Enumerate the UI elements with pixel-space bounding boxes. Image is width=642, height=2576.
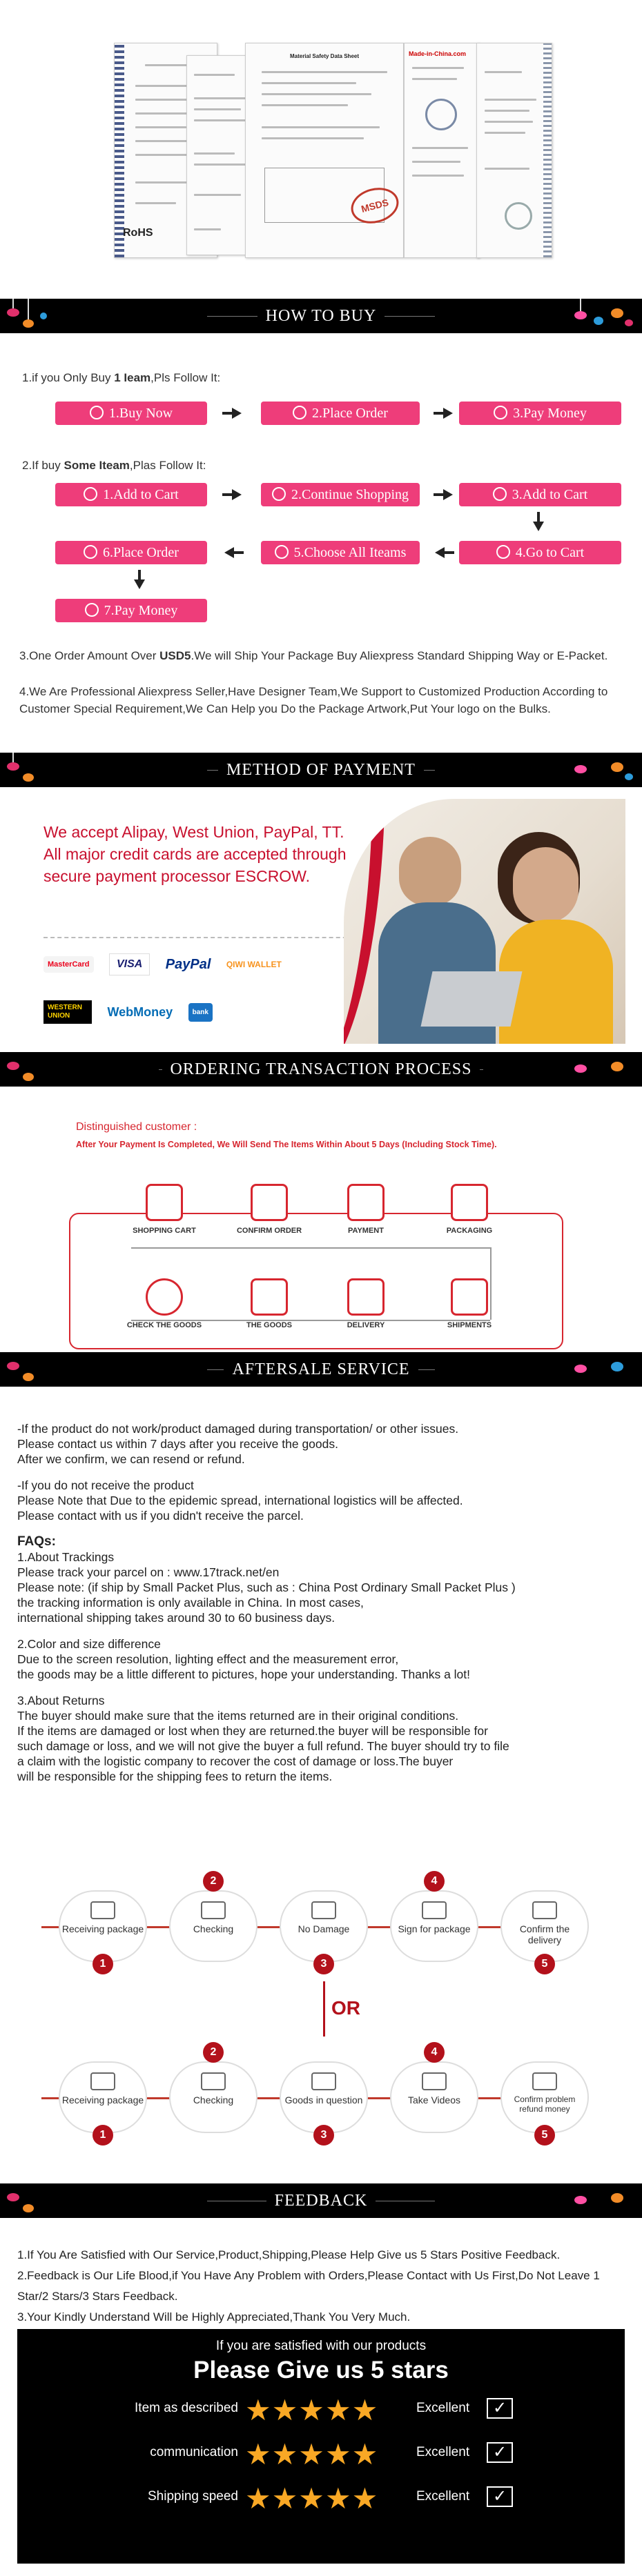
pay-money-step-2[interactable]: 7.Pay Money [55, 599, 207, 622]
open-box-icon [201, 1901, 226, 1919]
section-title: HOW TO BUY [257, 307, 385, 325]
flow2-refund: Confirm problem refund money [500, 2061, 589, 2133]
step-number: 5 [534, 1954, 555, 1974]
process-line-1 [131, 1247, 490, 1249]
rating-row [17, 2438, 625, 2471]
stars-box-line-1: If you are satisfied with our products [215, 2339, 427, 2353]
step-number: 2 [203, 1871, 224, 1892]
arrow-down-icon [533, 522, 544, 531]
step-check-goods: CHECK THE GOODS [123, 1278, 206, 1329]
section-title: ORDERING TRANSACTION PROCESS [162, 1060, 480, 1078]
go-to-cart-step[interactable]: 4.Go to Cart [459, 541, 621, 564]
cart-icon [84, 487, 97, 501]
rating-result: Excellent [416, 2401, 470, 2415]
msds-stamp: MSDS [347, 183, 403, 228]
checkmark-icon [146, 1278, 183, 1316]
step-number: 3 [313, 2125, 334, 2146]
buy-now-step[interactable]: 1.Buy Now [55, 402, 207, 425]
made-in-china-label: Made-in-China.com [409, 50, 467, 57]
bank-transfer-logo: bank [188, 1003, 213, 1022]
arrow-left-icon [224, 547, 234, 558]
flow1-checking: Checking [169, 1890, 257, 1962]
checkbox-icon: ✓ [487, 2442, 513, 2463]
checkbox-icon: ✓ [487, 2486, 513, 2507]
step-number: 1 [93, 1954, 113, 1974]
package-icon [90, 1901, 115, 1919]
flow1-receiving: Receiving package [59, 1890, 147, 1962]
rating-label: Item as described [135, 2401, 238, 2415]
place-order-step[interactable]: 2.Place Order [261, 402, 420, 425]
certificates-strip [0, 0, 642, 297]
checkbox-icon: ✓ [487, 2398, 513, 2419]
made-in-china-certificate [404, 43, 480, 258]
camera-icon [422, 2072, 447, 2090]
divider [43, 937, 361, 938]
person-head [513, 847, 578, 923]
truck-icon [347, 1278, 385, 1316]
arrow-right-icon [443, 489, 453, 500]
star-rating-icon: ★★★★★ [245, 2394, 379, 2426]
arrow-right-icon [232, 408, 242, 419]
cart-icon [496, 545, 510, 559]
step-number: 4 [424, 1871, 445, 1892]
cart-icon [493, 487, 507, 501]
step-shopping-cart: SHOPPING CART [123, 1184, 206, 1235]
arrow-right-icon [232, 489, 242, 500]
step-delivery: DELIVERY [324, 1278, 407, 1329]
flow2-checking: Checking [169, 2061, 257, 2133]
five-stars-box [17, 2329, 625, 2564]
person-head [399, 837, 461, 906]
faqs-heading: FAQs: [17, 1534, 56, 1549]
flow1-confirm: Confirm the delivery [500, 1890, 589, 1962]
aftersale-text: -If the product do not work/product damaged during transportation/ or other issues. Please contact us within 7 days after you receive the goods. After we confirm, we can resend or refund. -If you do not receive the product Please Note that Due to the epidemic spread, international logistics will be affected. Please contact with us if you didn't receive the parcel. FAQs: 1.About Trackings Please track your parcel on : www.17track.net/en Please note: (if ship by Small Packet Plus, such as : China Post Ordinary Small Packet Plus ) the tracking information is only available in China. In most cases, international shipping takes around 30 to 60 business days. 2.Color and size difference Due to the screen resolution, lighting effect and the measurement error, the goods may be a little different to pictures, hope your understanding. Thanks a lot! 3.About Returns The buyer should make sure that the items returned are in their original conditions. If the items are damaged or lost when they are returned.the buyer will be responsible for such damage or loss, and we will not give the buyer a full refund. The buyer should try to file a claim with the logistic company to recover the cost of damage or loss.The buyer will be responsible for the shipping fees to return the items. [17, 1421, 625, 1784]
section-bar-payment [0, 753, 642, 787]
flow1-sign: Sign for package [390, 1890, 478, 1962]
section-title: AFTERSALE SERVICE [224, 1360, 418, 1378]
star-rating-icon: ★★★★★ [245, 2482, 379, 2515]
section-title: FEEDBACK [266, 2192, 376, 2210]
step-number: 1 [93, 2125, 113, 2146]
arrow-right-icon [443, 408, 453, 419]
shipping-note: 3.One Order Amount Over USD5.We will Ship Your Package Buy Aliexpress Standard Shipping Way or E-Packet. [19, 649, 608, 662]
add-to-cart-step-2[interactable]: 3.Add to Cart [459, 483, 621, 506]
visa-logo: VISA [109, 953, 150, 975]
laptop [420, 971, 522, 1027]
section-bar-feedback [0, 2183, 642, 2218]
rohs-label: RoHS [123, 227, 153, 239]
open-box-icon [201, 2072, 226, 2090]
stars-box-line-2: Please Give us 5 stars [193, 2357, 449, 2384]
step-the-goods: THE GOODS [228, 1278, 311, 1329]
step-number: 3 [313, 1954, 334, 1974]
handshake-icon [532, 1901, 557, 1919]
cart-icon [90, 406, 104, 419]
rating-row [17, 2394, 625, 2427]
msds-certificate [245, 43, 404, 258]
rating-label: Shipping speed [148, 2489, 238, 2504]
rating-label: communication [150, 2445, 238, 2459]
credit-card-icon [347, 1184, 385, 1221]
seal-icon [425, 99, 457, 130]
location-icon [84, 545, 97, 559]
seller-note: 4.We Are Professional Aliexpress Seller,Have Designer Team,We Support to Customized Production According to Customer Special Requirement,We Can Help you Do the Package Artwork,Put Your logo on the Bulks. [19, 685, 608, 715]
check-icon [275, 545, 289, 559]
card-icon [494, 406, 507, 419]
tag-icon [272, 487, 286, 501]
ce-certificate [476, 43, 552, 258]
step-number: 2 [203, 2042, 224, 2063]
step-payment: PAYMENT [324, 1184, 407, 1235]
continue-shopping-step[interactable]: 2.Continue Shopping [261, 483, 420, 506]
star-rating-icon: ★★★★★ [245, 2438, 379, 2470]
card-icon [85, 603, 99, 617]
add-to-cart-step[interactable]: 1.Add to Cart [55, 483, 207, 506]
box-icon [451, 1184, 488, 1221]
shipment-icon [451, 1278, 488, 1316]
arrow-down-icon [134, 579, 145, 589]
choose-all-items-step[interactable]: 5.Choose All Iteams [261, 541, 420, 564]
section-bar-aftersale [0, 1352, 642, 1387]
pay-money-step[interactable]: 3.Pay Money [459, 402, 621, 425]
or-label: OR [331, 1997, 360, 2019]
flow2-receiving: Receiving package [59, 2061, 147, 2133]
arrow-left-icon [435, 547, 445, 558]
western-union-logo: WESTERN UNION [43, 1000, 92, 1024]
single-item-instruction: 1.if you Only Buy 1 Ieam,Pls Follow It: [22, 371, 221, 384]
multi-item-instruction: 2.If buy Some Iteam,Plas Follow It: [22, 459, 206, 472]
document-search-icon [251, 1184, 288, 1221]
process-subheading: After Your Payment Is Completed, We Will Send The Items Within About 5 Days (Including Stock Time). [76, 1140, 497, 1149]
couple-photo [344, 799, 625, 1044]
box-check-icon [311, 1901, 336, 1919]
package-icon [251, 1278, 288, 1316]
flow2-videos: Take Videos [390, 2061, 478, 2133]
rating-result: Excellent [416, 2489, 470, 2504]
step-number: 5 [534, 2125, 555, 2146]
shopping-cart-icon [146, 1184, 183, 1221]
payment-logos-row-1 [43, 953, 301, 975]
or-connector [323, 1981, 325, 2037]
step-packaging: PACKAGING [428, 1184, 511, 1235]
section-bar-process [0, 1052, 642, 1087]
section-bar-how-to-buy [0, 299, 642, 333]
webmoney-logo: WebMoney [107, 1004, 173, 1019]
paypal-logo: PayPal [165, 956, 211, 972]
payment-logos-row-2 [43, 1000, 225, 1024]
mastercard-logo: MasterCard [43, 956, 94, 973]
feedback-text: 1.If You Are Satisfied with Our Service,Product,Shipping,Please Help Give us 5 Stars Positive Feedback. 2.Feedback is Our Life Blood,if You Have Any Problem with Orders,Please Contact with Us First,Do Not Leave 1 Star/2 Stars/3 Stars Feedback. 3.Your Kindly Understand Will be Highly Appreciated,Thank You Very Much. [17, 2248, 600, 2324]
package-icon [90, 2072, 115, 2090]
place-order-step-2[interactable]: 6.Place Order [55, 541, 207, 564]
flow2-goods-in-question: Goods in question [280, 2061, 368, 2133]
rating-result: Excellent [416, 2445, 470, 2459]
step-number: 4 [424, 2042, 445, 2063]
section-title: METHOD OF PAYMENT [218, 761, 424, 779]
location-icon [293, 406, 307, 419]
qiwi-logo: QIWI WALLET [226, 960, 282, 969]
payment-banner [19, 793, 627, 1045]
step-shipments: SHIPMENTS [428, 1278, 511, 1329]
flow1-no-damage: No Damage [280, 1890, 368, 1962]
money-icon [532, 2072, 557, 2090]
payment-text: We accept Alipay, West Union, PayPal, TT. All major credit cards are accepted through secure payment processor ESCROW. [43, 823, 347, 885]
seal-icon [505, 202, 532, 230]
question-box-icon [311, 2072, 336, 2090]
process-heading: Distinguished customer : [76, 1121, 197, 1133]
rating-row [17, 2482, 625, 2515]
clipboard-icon [422, 1901, 447, 1919]
msds-title: Material Safety Data Sheet [289, 53, 360, 59]
step-confirm-order: CONFIRM ORDER [228, 1184, 311, 1235]
